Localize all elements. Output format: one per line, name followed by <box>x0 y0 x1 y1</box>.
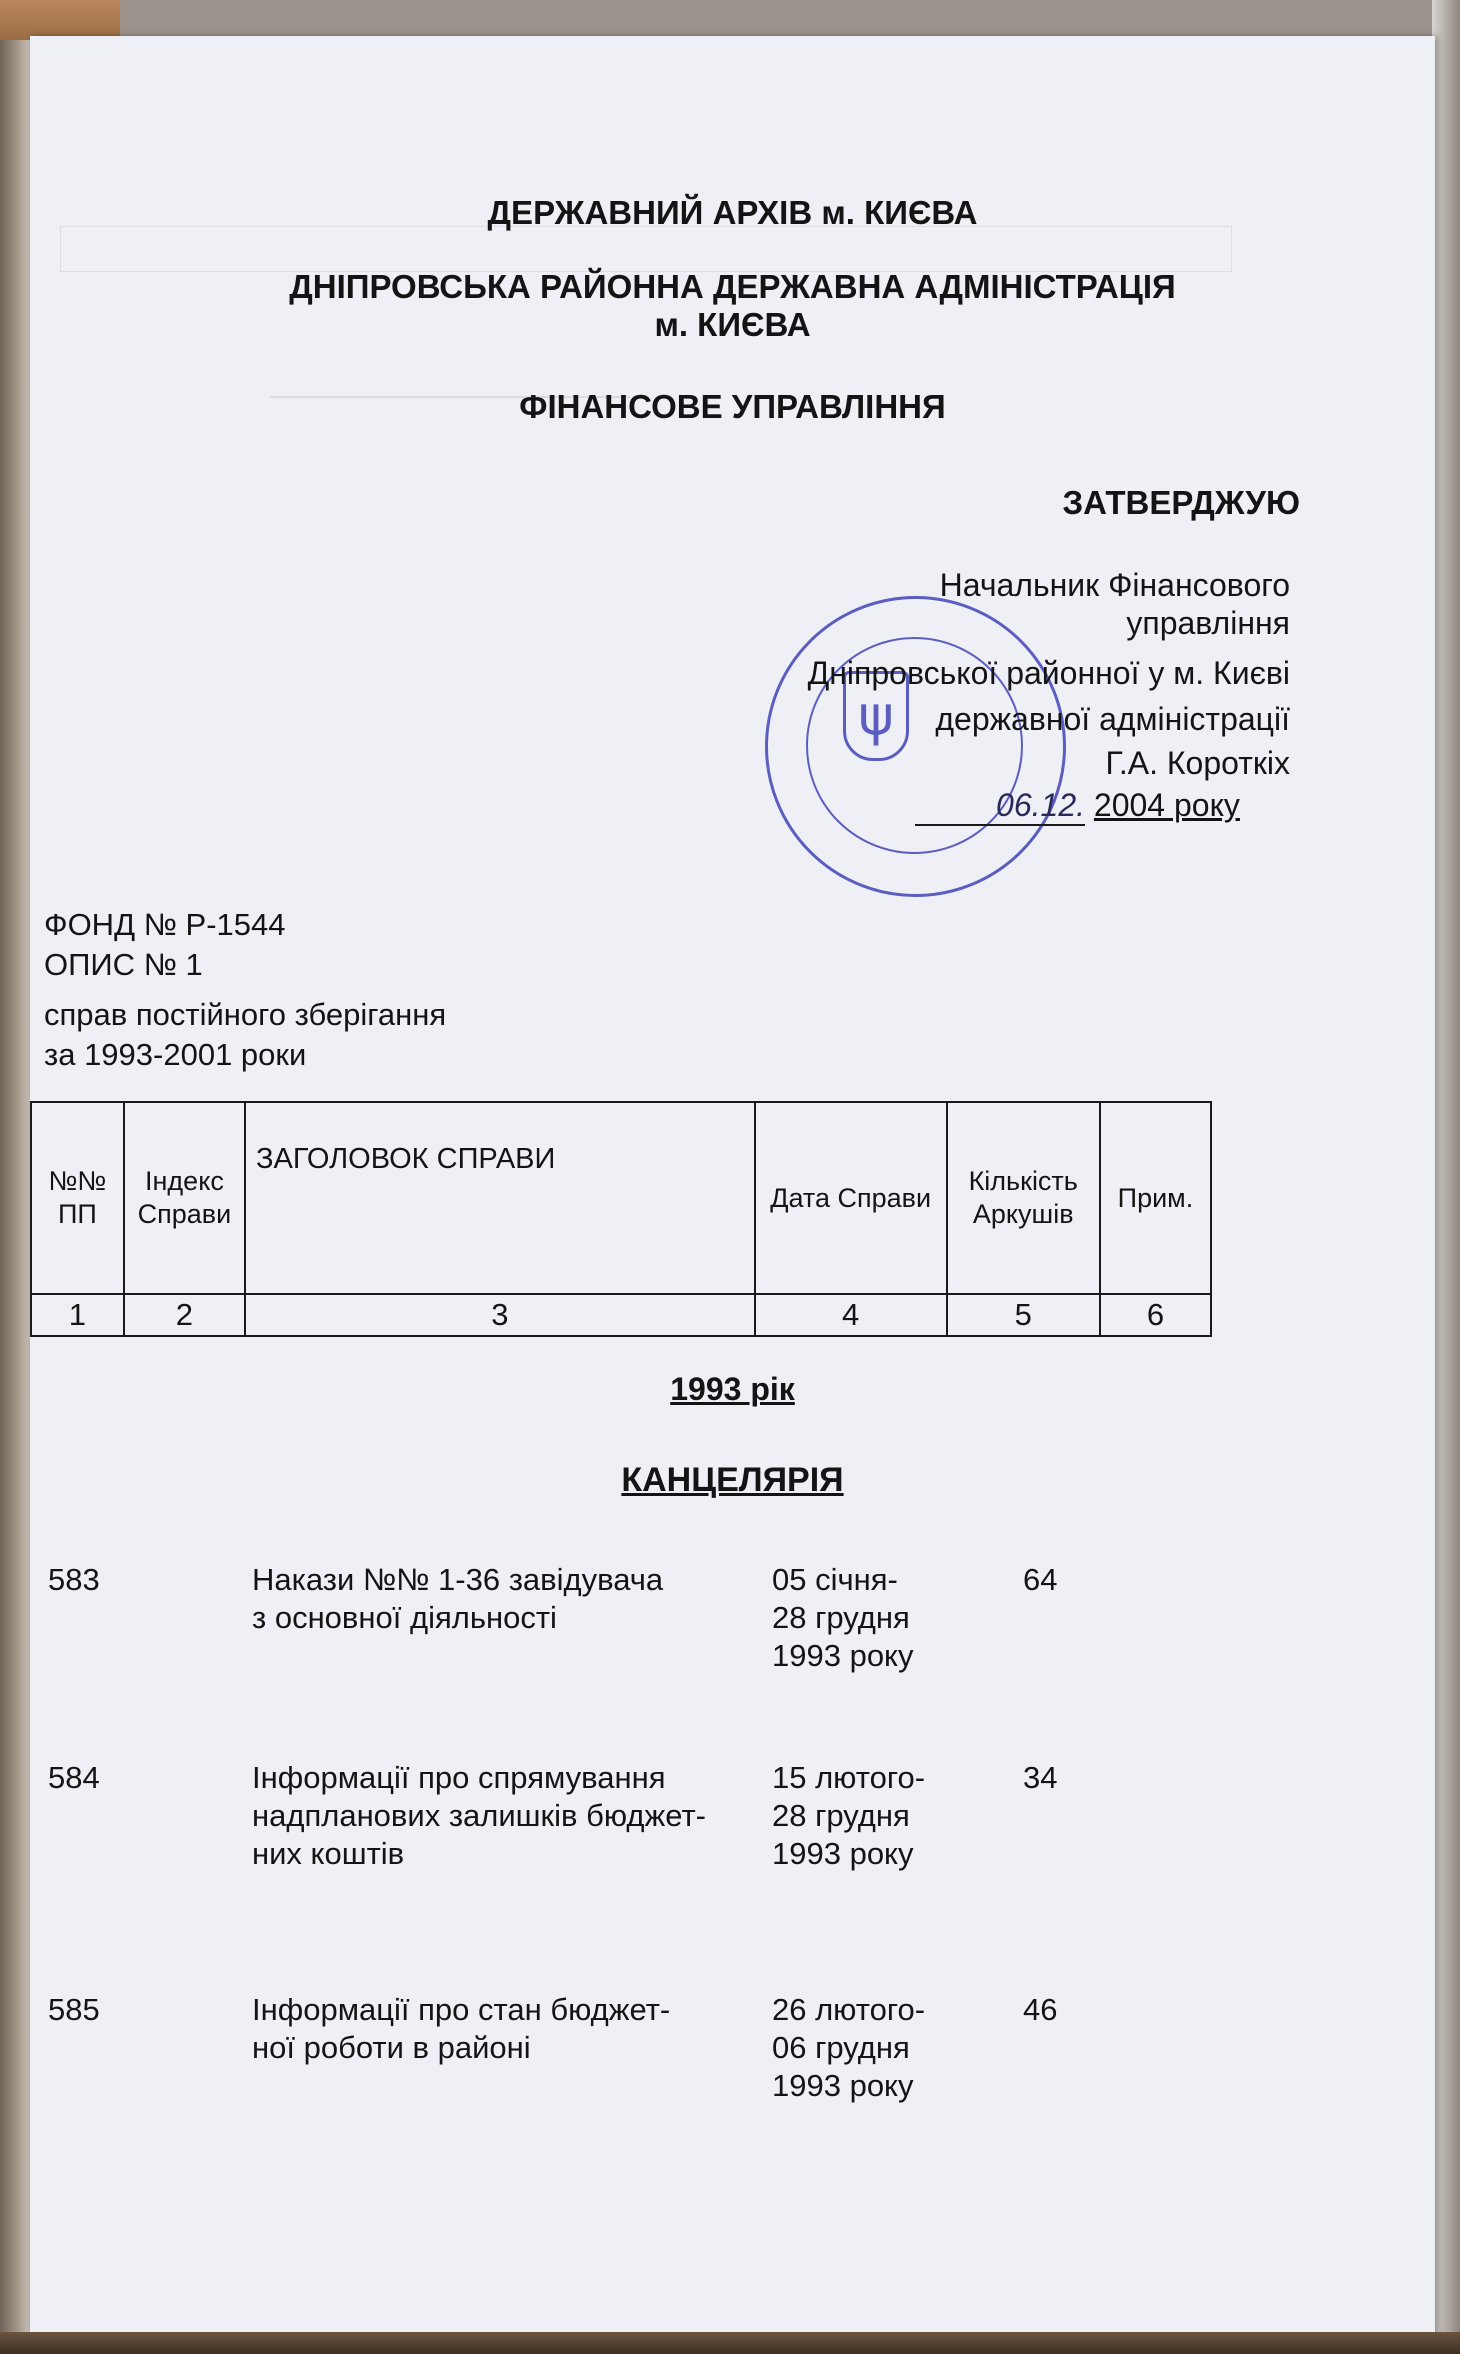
entry-date-line: 06 грудня <box>772 2030 910 2065</box>
fond-label: ФОНД № Р-1544 <box>44 907 286 942</box>
column-number: 3 <box>245 1294 755 1336</box>
section-heading: КАНЦЕЛЯРІЯ <box>621 1461 844 1499</box>
administration-line-2: м. КИЄВА <box>654 306 811 343</box>
column-number: 1 <box>31 1294 124 1336</box>
table-column-numbers-row <box>31 1294 1211 1336</box>
entry-title <box>252 1561 772 1637</box>
approval-line-1: Начальник Фінансового <box>939 567 1290 603</box>
entry-date-line: 1993 року <box>772 1836 914 1871</box>
approval-signatory: Г.А. Короткіх <box>1105 745 1290 781</box>
column-number: 5 <box>947 1294 1100 1336</box>
header-col-title: ЗАГОЛОВОК СПРАВИ <box>245 1102 755 1294</box>
column-number: 2 <box>124 1294 245 1336</box>
fond-description-2: за 1993-2001 роки <box>44 1037 307 1072</box>
inventory-table-header <box>30 1101 1212 1337</box>
approval-line-3: Дніпровської районної у м. Києві <box>807 655 1290 691</box>
entry-date <box>772 1561 972 1675</box>
entry-sheets: 46 <box>1023 1992 1058 2027</box>
page-edge <box>1432 0 1460 2354</box>
header-col-notes: Прим. <box>1100 1102 1211 1294</box>
header-col-index: Індекс Справи <box>124 1102 245 1294</box>
entry-title-line: них коштів <box>252 1836 405 1871</box>
entry-title <box>252 1991 772 2067</box>
administration-line-1: ДНІПРОВСЬКА РАЙОННА ДЕРЖАВНА АДМІНІСТРАЦІЯ <box>289 268 1176 305</box>
department-title: ФІНАНСОВЕ УПРАВЛІННЯ <box>519 388 946 425</box>
archive-title: ДЕРЖАВНИЙ АРХІВ м. КИЄВА <box>487 194 978 231</box>
entry-title-line: Інформації про стан бюджет- <box>252 1992 671 2027</box>
column-number: 4 <box>755 1294 947 1336</box>
table-header-row <box>31 1102 1211 1294</box>
trident-icon: ψ <box>843 671 909 761</box>
entry-date <box>772 1991 972 2105</box>
entry-title-line: надпланових залишків бюджет- <box>252 1798 706 1833</box>
opys-label: ОПИС № 1 <box>44 947 203 982</box>
entry-title-line: з основної діяльності <box>252 1600 557 1635</box>
entry-sheets: 64 <box>1023 1562 1058 1597</box>
approval-line-2: управління <box>1126 605 1290 641</box>
entry-date-line: 28 грудня <box>772 1600 910 1635</box>
document-page <box>30 36 1435 2336</box>
entry-title-line: Накази №№ 1-36 завідувача <box>252 1562 664 1597</box>
entry-title <box>252 1759 772 1873</box>
entry-date-line: 15 лютого- <box>772 1760 926 1795</box>
entry-date <box>772 1759 972 1873</box>
entry-title-line: ної роботи в районі <box>252 2030 531 2065</box>
approval-title: ЗАТВЕРДЖУЮ <box>1062 484 1300 521</box>
header-col-sheets: Кількість Аркушів <box>947 1102 1100 1294</box>
entry-date-line: 1993 року <box>772 2068 914 2103</box>
entry-date-line: 26 лютого- <box>772 1992 926 2027</box>
approval-date-handwritten: 06.12. <box>915 786 1085 826</box>
year-heading: 1993 рік <box>670 1371 795 1407</box>
binding-tape <box>0 0 120 40</box>
entry-date-line: 1993 року <box>772 1638 914 1673</box>
entry-title-line: Інформації про спрямування <box>252 1760 666 1795</box>
approval-date-suffix: 2004 року <box>1093 787 1240 823</box>
approval-line-4: державної адміністрації <box>935 701 1290 737</box>
entry-date-line: 28 грудня <box>772 1798 910 1833</box>
entry-sheets: 34 <box>1023 1760 1058 1795</box>
fond-description-1: справ постійного зберігання <box>44 997 447 1032</box>
entry-number: 584 <box>48 1760 100 1795</box>
entry-date-line: 05 січня- <box>772 1562 898 1597</box>
header-col-number: №№ ПП <box>31 1102 124 1294</box>
book-binding <box>0 0 30 2354</box>
approval-date <box>915 786 1335 826</box>
show-through-table <box>60 226 1232 272</box>
header-col-date: Дата Справи <box>755 1102 947 1294</box>
column-number: 6 <box>1100 1294 1211 1336</box>
entry-number: 585 <box>48 1992 100 2027</box>
entry-number: 583 <box>48 1562 100 1597</box>
bottom-edge-strip <box>0 2332 1460 2354</box>
